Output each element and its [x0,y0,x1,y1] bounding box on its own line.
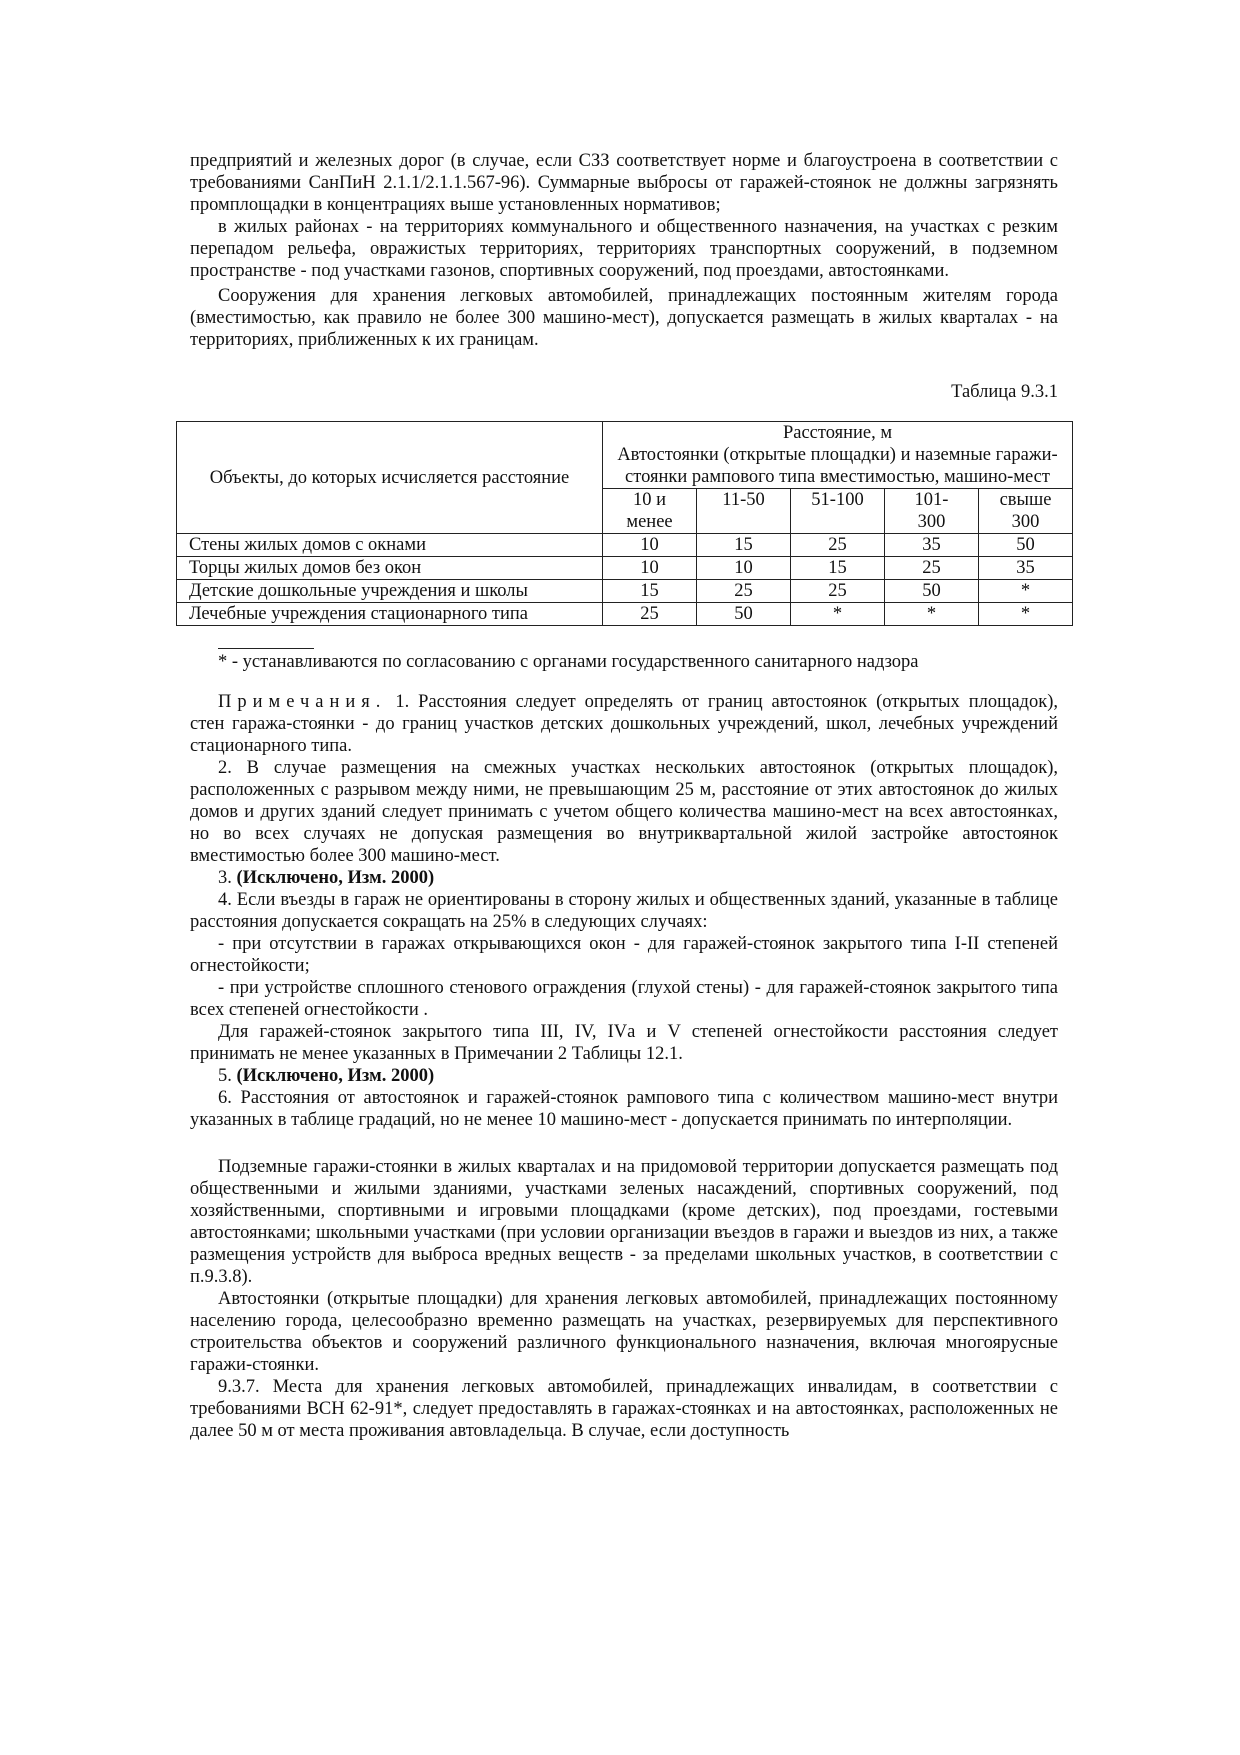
note-4b: - при устройстве сплошного стенового ограждения (глухой стены) - для гаражей-стоянок закрытого типа всех степеней огнестойкости . [190,978,1058,1020]
table-cell: 15 [791,557,885,580]
table-row [177,603,1073,626]
table-cell: 35 [979,557,1073,580]
table-cell: 25 [791,580,885,603]
table-cell: 25 [791,534,885,557]
paragraph: Автостоянки (открытые площадки) для хранения легковых автомобилей, принадлежащих постоянному населению города, целесообразно временно размещать на участках, резервируемых для перспективного строительства объектов и сооружений различного функционального назначения, включая многоярусные гаражи-стоянки. [190,1289,1058,1375]
table-cell: 15 [603,580,697,603]
table-footnote: * - устанавливаются по согласованию с органами государственного санитарного надзора [218,652,919,672]
table-row [177,534,1073,557]
note-2: 2. В случае размещения на смежных участках нескольких автостоянок (открытых площадок), расположенных с разрывом между ними, не превышающим 25 м, расстояние от этих автостоянок до жилых домов и других зданий следует принимать с учетом общего количества машино-мест на всех автостоянках, но во всех случаях не допуская размещения во внутриквартальной жилой застройке автостоянок вместимостью более 300 машино-мест. [190,758,1058,866]
table-cell: 10 [603,557,697,580]
header-distance [603,422,1073,489]
table-cell: * [979,603,1073,626]
note-4c: Для гаражей-стоянок закрытого типа III, IV, IVа и V степеней огнестойкости расстояния следует принимать не менее указанных в Примечании 2 Таблицы 12.1. [190,1022,1058,1064]
note-4a: - при отсутствии в гаражах открывающихся окон - для гаражей-стоянок закрытого типа I-II степеней огнестойкости; [190,934,1058,976]
row-label: Стены жилых домов с окнами [177,534,603,557]
note-5-excluded: (Исключено, Изм. 2000) [236,1066,435,1086]
distance-table [176,421,1073,626]
note-5: 5. (Исключено, Изм. 2000) [218,1066,435,1086]
row-label: Торцы жилых домов без окон [177,557,603,580]
table-cell: 25 [885,557,979,580]
table-row [177,580,1073,603]
table-cell: * [979,580,1073,603]
table-row [177,557,1073,580]
header-distance-subtitle: Автостоянки (открытые площадки) и наземные гаражи-стоянки рампового типа вместимостью, машино-мест [617,445,1058,487]
note-4: 4. Если въезды в гараж не ориентированы в сторону жилых и общественных зданий, указанные в таблице расстояния допускается сокращать на 25% в следующих случаях: [190,890,1058,932]
table-caption: Таблица 9.3.1 [951,382,1058,402]
table-cell: 10 [603,534,697,557]
note-6: 6. Расстояния от автостоянок и гаражей-стоянок рампового типа с количеством машино-мест внутри указанных в таблице градаций, но не менее 10 машино-мест - допускается принимать по интерполяции. [190,1088,1058,1130]
table-cell: 15 [697,534,791,557]
table-cell: 35 [885,534,979,557]
table-cell: * [885,603,979,626]
paragraph: 9.3.7. Места для хранения легковых автомобилей, принадлежащих инвалидам, в соответствии с требованиями ВСН 62-91*, следует предоставлять в гаражах-стоянках и на автостоянках, расположенных не далее 50 м от места проживания автовладельца. В случае, если доступность [190,1377,1058,1441]
table-header-row [177,422,1073,489]
column-header: 51-100 [791,489,885,534]
table-cell: 50 [979,534,1073,557]
document-page [190,150,1058,1442]
table-cell: 50 [697,603,791,626]
header-distance-title: Расстояние, м [782,423,893,443]
column-header: 11-50 [697,489,791,534]
column-header: 10 и менее [603,489,697,534]
footnote-divider [218,648,314,649]
notes-title: Примечания. [218,692,387,712]
row-label: Лечебные учреждения стационарного типа [177,603,603,626]
column-header: свыше 300 [979,489,1073,534]
paragraph: в жилых районах - на территориях коммунального и общественного назначения, на участках с резким перепадом рельефа, овражистых территориях, территориях транспортных сооружений, в подземном пространстве - под участками газонов, спортивных сооружений, под проездами, автостоянками. [190,217,1058,281]
table-cell: * [791,603,885,626]
table-cell: 10 [697,557,791,580]
header-objects: Объекты, до которых исчисляется расстояние [177,422,603,534]
paragraph: Сооружения для хранения легковых автомобилей, принадлежащих постоянным жителям города (вместимостью, как правило не более 300 машино-мест), допускается размещать в жилых кварталах - на территориях, приближенных к их границам. [190,286,1058,350]
column-header: 101- 300 [885,489,979,534]
table-cell: 25 [697,580,791,603]
note-1 [190,691,1058,757]
note-1-text: 1. Расстояния следует определять от границ автостоянок (открытых площадок), стен гаража-стоянки - до границ участков детских дошкольных учреждений, школ, лечебных учреждений стационарного типа. [190,692,1058,756]
paragraph: Подземные гаражи-стоянки в жилых кварталах и на придомовой территории допускается размещать под общественными и жилыми зданиями, участками зеленых насаждений, спортивных сооружений, под хозяйственными, спортивными и игровыми площадками (кроме детских), под проездами, гостевыми автостоянками; школьными участками (при условии организации въездов в гаражи и выездов из них, а также размещения устройств для выброса вредных веществ - за пределами школьных участков, в соответствии с п.9.3.8). [190,1157,1058,1287]
note-3-excluded: (Исключено, Изм. 2000) [236,868,435,888]
note-3: 3. (Исключено, Изм. 2000) [218,868,435,888]
table-cell: 25 [603,603,697,626]
paragraph: предприятий и железных дорог (в случае, если СЗЗ соответствует норме и благоустроена в соответствии с требованиями СанПиН 2.1.1/2.1.1.567-96). Суммарные выбросы от гаражей-стоянок не должны загрязнять промплощадки в концентрациях выше установленных нормативов; [190,151,1058,215]
table-cell: 50 [885,580,979,603]
row-label: Детские дошкольные учреждения и школы [177,580,603,603]
